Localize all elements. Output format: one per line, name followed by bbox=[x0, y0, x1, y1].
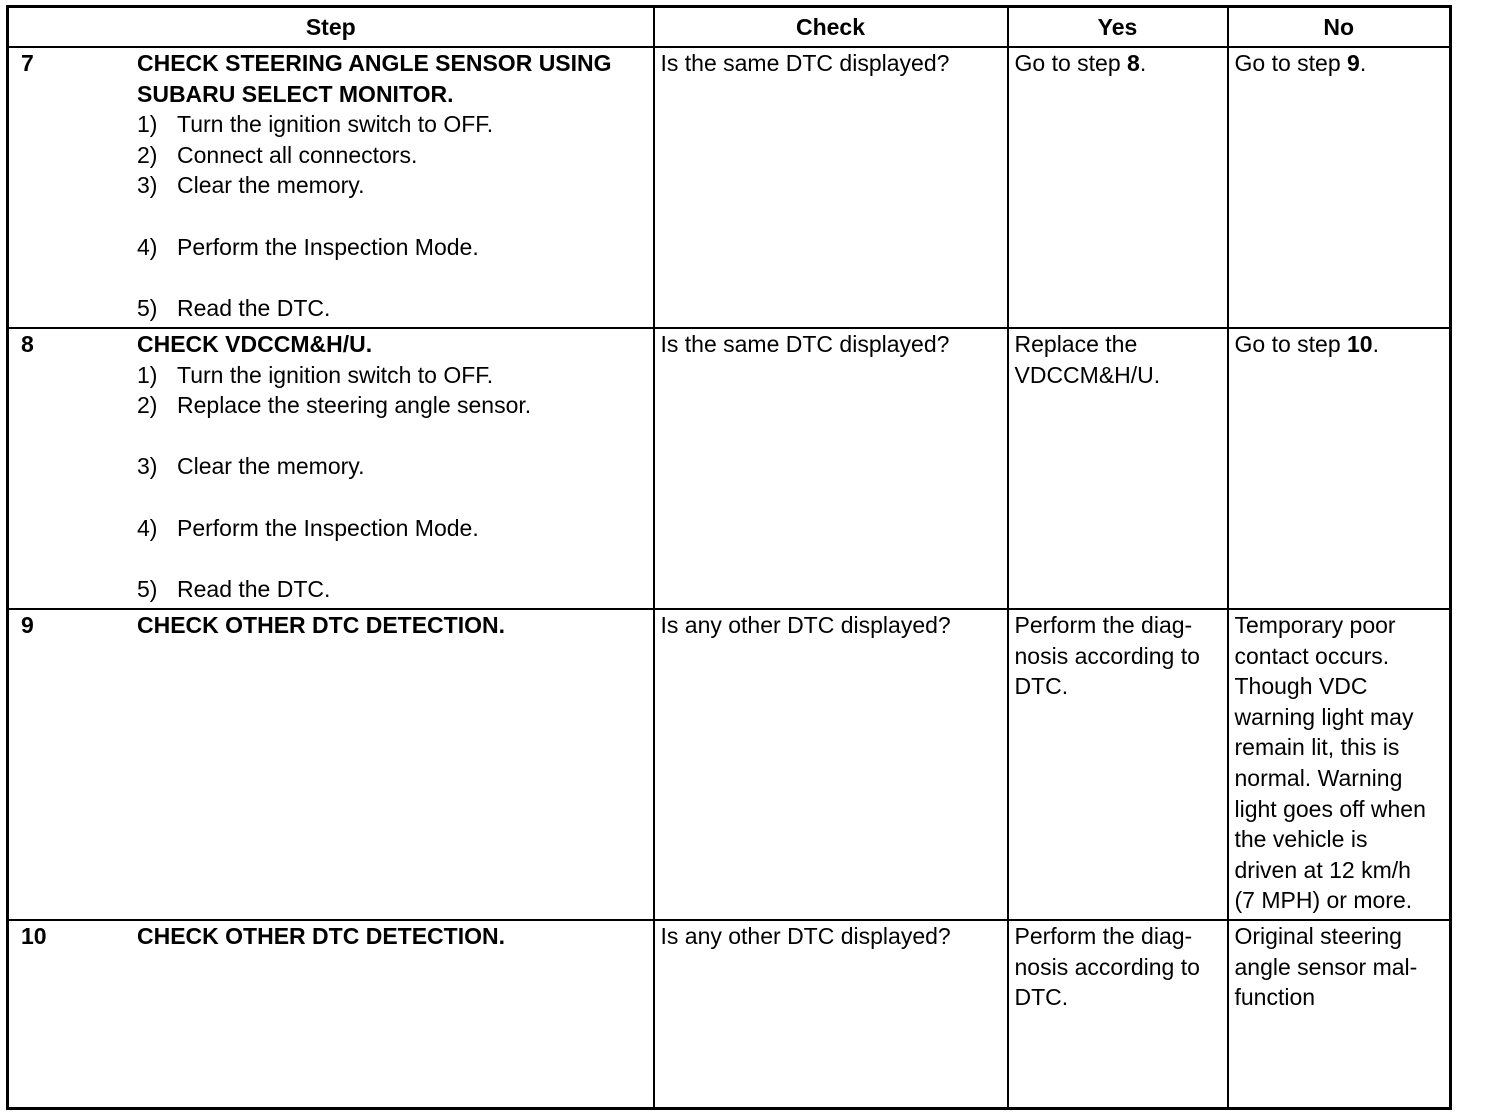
yes-line: DTC. bbox=[1014, 984, 1069, 1011]
check-cell: Is any other DTC displayed? bbox=[654, 920, 1008, 1109]
yes-line: nosis according to bbox=[1014, 642, 1200, 669]
substep-text: Perform the Inspection Mode. bbox=[177, 514, 479, 541]
table-row bbox=[8, 328, 1451, 609]
step-cell bbox=[8, 609, 654, 920]
step-title: CHECK STEERING ANGLE SENSOR USING SUBARU SELECT MONITOR. bbox=[137, 50, 612, 107]
substep-text: Perform the Inspection Mode. bbox=[177, 233, 479, 260]
step-reference: 8 bbox=[1127, 50, 1140, 76]
substep-text: Read the DTC. bbox=[177, 575, 331, 602]
step-title: CHECK VDCCM&H/U. bbox=[137, 331, 373, 357]
no-line: remain lit, this is bbox=[1234, 734, 1400, 761]
substep-text: Replace the steering angle sensor. bbox=[177, 392, 532, 419]
step-cell bbox=[8, 920, 654, 1109]
no-line: (7 MPH) or more. bbox=[1234, 887, 1413, 914]
no-line: light goes off when bbox=[1234, 795, 1426, 822]
yes-line: nosis according to bbox=[1014, 953, 1200, 980]
header-yes: Yes bbox=[1008, 7, 1228, 48]
yes-cell bbox=[1008, 328, 1228, 609]
table-row bbox=[8, 609, 1451, 920]
substep-text: Read the DTC. bbox=[177, 294, 331, 321]
substep bbox=[137, 140, 643, 171]
substep-number: 3) bbox=[137, 453, 158, 480]
table-header-row bbox=[8, 7, 1451, 48]
substep-number: 1) bbox=[137, 111, 158, 138]
no-line: normal. Warning bbox=[1234, 764, 1403, 791]
step-reference: 9 bbox=[1347, 50, 1360, 76]
step-cell bbox=[8, 328, 654, 609]
yes-cell bbox=[1008, 47, 1228, 328]
yes-line: Perform the diag- bbox=[1014, 612, 1193, 638]
no-line: Temporary poor bbox=[1234, 612, 1396, 638]
yes-line: VDCCM&H/U. bbox=[1014, 361, 1161, 388]
check-cell: Is any other DTC displayed? bbox=[654, 609, 1008, 920]
substep bbox=[137, 360, 643, 391]
yes-line: Perform the diag- bbox=[1014, 923, 1193, 949]
step-title: CHECK OTHER DTC DETECTION. bbox=[137, 923, 505, 949]
diagnostic-procedure-table bbox=[6, 5, 1452, 1110]
yes-suffix: . bbox=[1139, 50, 1147, 76]
header-no: No bbox=[1228, 7, 1451, 48]
substep bbox=[137, 390, 643, 421]
step-title: CHECK OTHER DTC DETECTION. bbox=[137, 612, 505, 638]
substep-number: 2) bbox=[137, 141, 158, 168]
yes-line: DTC. bbox=[1014, 673, 1069, 700]
yes-cell bbox=[1008, 609, 1228, 920]
substep-text: Connect all connectors. bbox=[177, 141, 418, 168]
no-line: the vehicle is bbox=[1234, 826, 1368, 853]
no-line: Original steering bbox=[1234, 923, 1402, 949]
step-number: 9 bbox=[21, 612, 34, 638]
no-line: angle sensor mal- bbox=[1234, 953, 1418, 980]
substep bbox=[137, 451, 643, 482]
check-cell: Is the same DTC displayed? bbox=[654, 328, 1008, 609]
no-text: Go to step bbox=[1234, 50, 1348, 76]
step-number: 10 bbox=[21, 923, 47, 949]
substep-text: Turn the ignition switch to OFF. bbox=[177, 361, 494, 388]
substep-text: Clear the memory. bbox=[177, 172, 365, 199]
substep bbox=[137, 293, 643, 324]
substep-number: 5) bbox=[137, 575, 158, 602]
step-number: 7 bbox=[21, 50, 34, 76]
yes-text: Go to step bbox=[1014, 50, 1128, 76]
substep bbox=[137, 574, 643, 605]
substep bbox=[137, 109, 643, 140]
step-reference: 10 bbox=[1347, 331, 1373, 357]
substep-number: 3) bbox=[137, 172, 158, 199]
table-row bbox=[8, 920, 1451, 1109]
no-line: Though VDC bbox=[1234, 673, 1368, 700]
no-suffix: . bbox=[1372, 331, 1379, 357]
no-line: warning light may bbox=[1234, 703, 1414, 730]
substep-number: 1) bbox=[137, 361, 158, 388]
substep-number: 2) bbox=[137, 392, 158, 419]
no-line: contact occurs. bbox=[1234, 642, 1390, 669]
step-number: 8 bbox=[21, 331, 34, 357]
yes-line: Replace the bbox=[1014, 331, 1138, 357]
header-check: Check bbox=[654, 7, 1008, 48]
substep bbox=[137, 170, 643, 201]
substep-number: 5) bbox=[137, 294, 158, 321]
substep-number: 4) bbox=[137, 233, 158, 260]
no-text: Go to step bbox=[1234, 331, 1348, 357]
substep bbox=[137, 232, 643, 263]
step-cell bbox=[8, 47, 654, 328]
no-cell bbox=[1228, 47, 1451, 328]
no-cell bbox=[1228, 609, 1451, 920]
no-cell bbox=[1228, 920, 1451, 1109]
table-row bbox=[8, 47, 1451, 328]
yes-cell bbox=[1008, 920, 1228, 1109]
substep-number: 4) bbox=[137, 514, 158, 541]
no-line: function bbox=[1234, 984, 1316, 1011]
no-suffix: . bbox=[1359, 50, 1367, 76]
header-step: Step bbox=[8, 7, 654, 48]
substep-text: Clear the memory. bbox=[177, 453, 365, 480]
substep bbox=[137, 513, 643, 544]
substep-text: Turn the ignition switch to OFF. bbox=[177, 111, 494, 138]
no-line: driven at 12 km/h bbox=[1234, 856, 1411, 883]
check-cell: Is the same DTC displayed? bbox=[654, 47, 1008, 328]
no-cell bbox=[1228, 328, 1451, 609]
